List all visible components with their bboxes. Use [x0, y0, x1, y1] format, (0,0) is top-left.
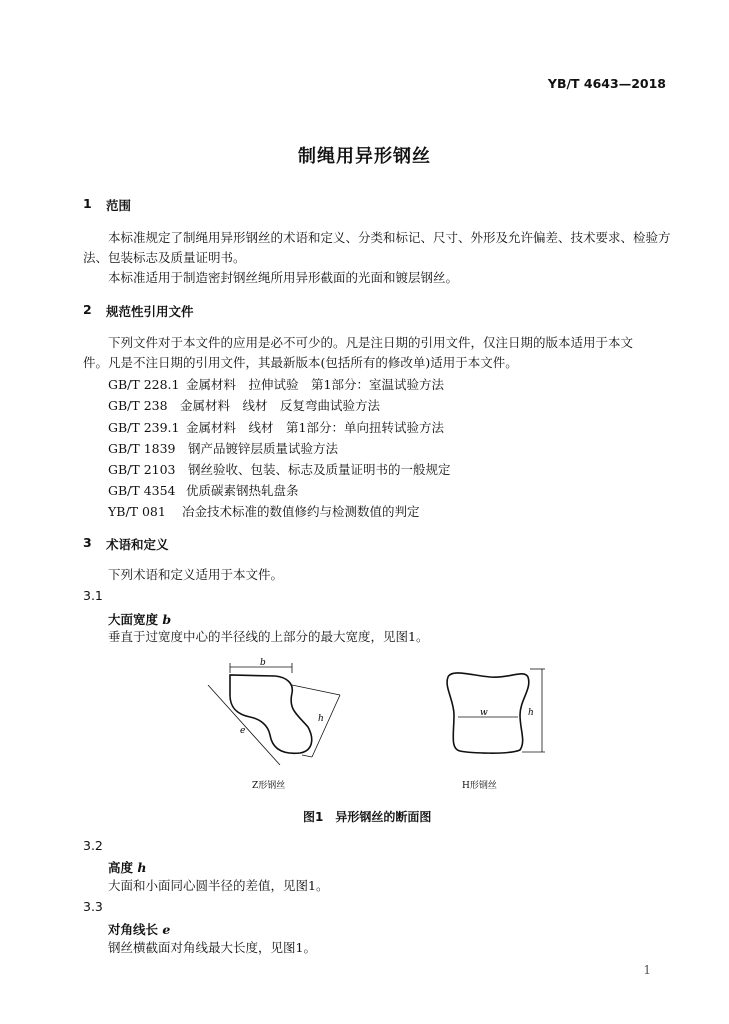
section-3-title: 术语和定义	[106, 537, 169, 552]
dim-b-label: b	[260, 658, 266, 668]
dim-e-label: e	[240, 726, 246, 736]
section-1-number: 1	[83, 196, 92, 211]
figure-1-caption: 图1 异形钢丝的断面图	[303, 810, 432, 824]
section-2-intro-line1: 下列文件对于本文件的应用是必不可少的。凡是注日期的引用文件，仅注日期的版本适用于本文	[108, 335, 634, 350]
reference-item	[108, 502, 420, 520]
section-3-number: 3	[83, 535, 92, 550]
section-1-para1-line1: 本标准规定了制绳用异形钢丝的术语和定义、分类和标记、尺寸、外形及允许偏差、技术要求、检验方	[108, 230, 671, 245]
reference-code: GB/T 1839	[108, 441, 176, 456]
term-3-1-number: 3.1	[83, 588, 103, 603]
reference-item	[108, 418, 444, 436]
reference-code: GB/T 2103	[108, 462, 176, 477]
term-symbol: b	[162, 612, 172, 627]
reference-code: YB/T 081	[108, 504, 166, 519]
page-number: 1	[643, 963, 651, 977]
term-3-3-definition: 钢丝横截面对角线最大长度，见图1。	[108, 940, 316, 955]
reference-title: 金属材料 拉伸试验 第1部分：室温试验方法	[186, 377, 444, 392]
term-3-3-number: 3.3	[83, 899, 103, 914]
reference-code: GB/T 4354	[108, 483, 176, 498]
dim-h-ext-bottom	[302, 755, 312, 757]
figure-1-right-label: H形钢丝	[462, 781, 497, 791]
term-name: 大面宽度	[108, 612, 159, 627]
section-1-para1-line2: 法、包装标志及质量证明书。	[83, 250, 246, 265]
term-symbol: h	[137, 860, 147, 875]
figure-1-drawing	[190, 655, 570, 800]
term-3-2-definition: 大面和小面同心圆半径的差值，见图1。	[108, 878, 329, 893]
reference-code: GB/T 238	[108, 398, 168, 413]
dim-h-ext-top	[292, 685, 340, 695]
section-2-intro-line2: 件。凡是不注日期的引用文件，其最新版本(包括所有的修改单)适用于本文件。	[83, 355, 518, 370]
reference-title: 金属材料 线材 第1部分：单向扭转试验方法	[186, 420, 444, 435]
term-symbol: e	[162, 922, 171, 937]
reference-item	[108, 481, 299, 499]
figure-1-left-label: Z形钢丝	[252, 781, 286, 791]
dim-h-left-label: h	[318, 714, 324, 724]
dim-h-right-label: h	[528, 708, 534, 718]
term-3-2-number: 3.2	[83, 838, 103, 853]
reference-title: 钢产品镀锌层质量试验方法	[188, 441, 339, 456]
section-1-para2: 本标准适用于制造密封钢丝绳所用异形截面的光面和镀层钢丝。	[108, 270, 459, 285]
section-1-title: 范围	[106, 198, 132, 213]
term-3-3-name	[108, 920, 170, 938]
section-2-number: 2	[83, 302, 92, 317]
term-name: 高度	[108, 860, 134, 875]
reference-item	[108, 396, 380, 414]
term-name: 对角线长	[108, 922, 159, 937]
dim-h-left-line	[312, 695, 340, 757]
section-3-intro: 下列术语和定义适用于本文件。	[108, 567, 284, 582]
reference-title: 冶金技术标准的数值修约与检测数值的判定	[182, 504, 420, 519]
section-2-title: 规范性引用文件	[106, 304, 194, 319]
reference-title: 金属材料 线材 反复弯曲试验方法	[180, 398, 381, 413]
dim-e-line	[208, 685, 280, 765]
reference-code: GB/T 228.1	[108, 377, 180, 392]
term-3-1-definition: 垂直于过宽度中心的半径线的上部分的最大宽度，见图1。	[108, 629, 429, 644]
term-3-1-name	[108, 610, 171, 628]
reference-code: GB/T 239.1	[108, 420, 180, 435]
reference-title: 优质碳素钢热轧盘条	[186, 483, 299, 498]
reference-item	[108, 439, 338, 457]
term-3-2-name	[108, 858, 146, 876]
reference-item	[108, 375, 444, 393]
standard-code: YB/T 4643—2018	[547, 76, 666, 91]
dim-w-label: w	[480, 708, 488, 718]
reference-item	[108, 460, 451, 478]
document-title: 制绳用异形钢丝	[298, 146, 431, 167]
reference-title: 钢丝验收、包装、标志及质量证明书的一般规定	[188, 462, 451, 477]
h-wire-section	[447, 673, 529, 753]
